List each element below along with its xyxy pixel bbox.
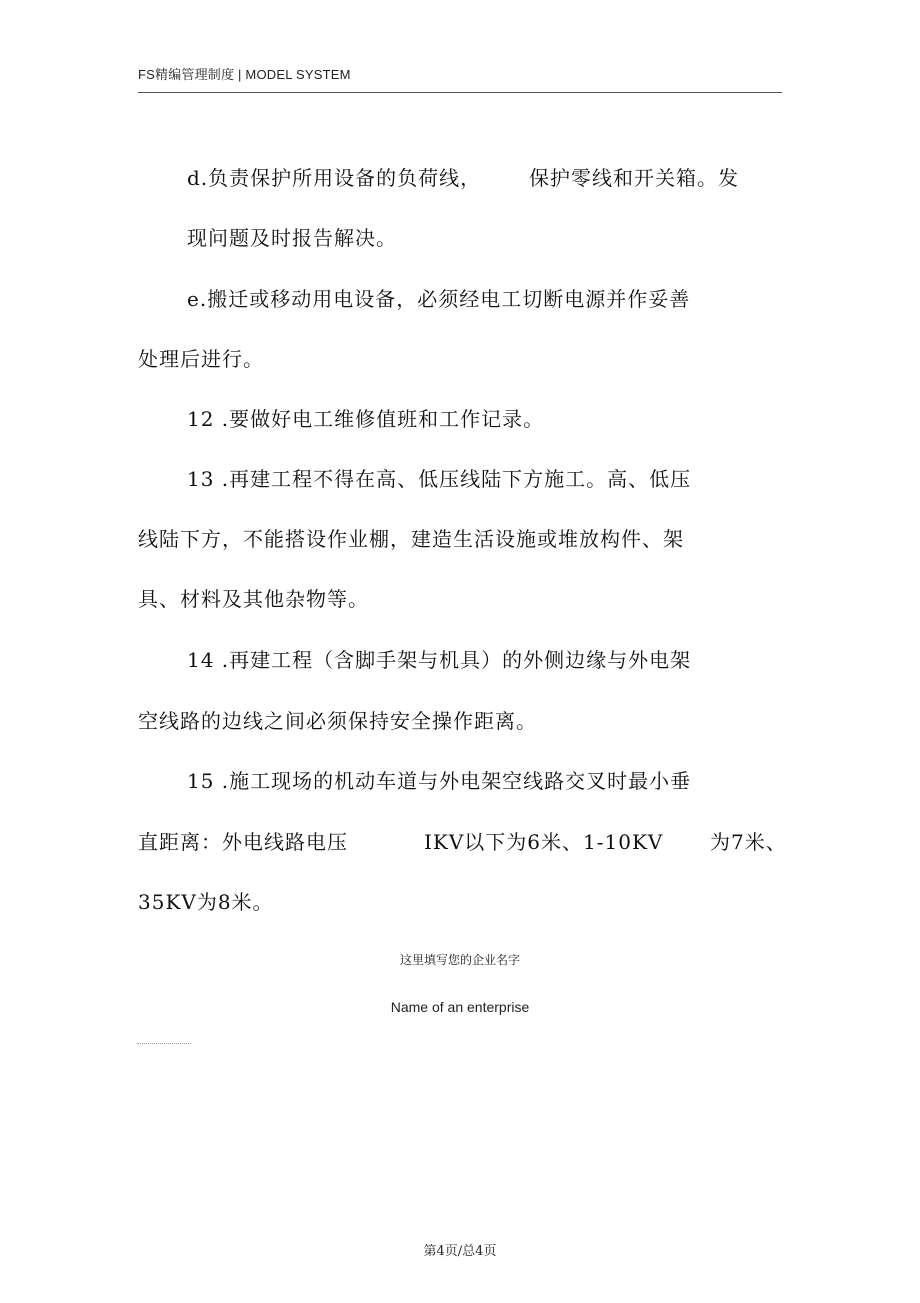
paragraph-12: 12 .要做好电工维修值班和工作记录。 — [187, 407, 545, 431]
paragraph-d-line-2: 现问题及时报告解决。 — [187, 226, 397, 250]
paragraph-15-line-1: 15 .施工现场的机动车道与外电架空线路交叉时最小垂 — [187, 769, 692, 793]
company-name-en: Name of an enterprise — [390, 999, 530, 1015]
paragraph-13-line-1: 13 .再建工程不得在高、低压线陆下方施工。高、低压 — [187, 467, 692, 491]
paragraph-15-line-2-part-c: 为7米、 — [710, 830, 787, 854]
company-name-cn: 这里填写您的企业名字 — [399, 953, 520, 967]
paragraph-13-line-3: 具、材料及其他杂物等。 — [138, 587, 369, 611]
paragraph-d-line-1-part-b: 保护零线和开关箱。发 — [529, 166, 739, 190]
paragraph-15-line-2-part-a: 直距离：外电线路电压 — [138, 830, 348, 854]
decorative-rule — [137, 1043, 191, 1044]
paragraph-15-line-2-part-b: IKV以下为6米、1-10KV — [424, 830, 664, 854]
document-header: FS精编管理制度 | MODEL SYSTEM — [138, 67, 351, 82]
paragraph-15-line-3: 35KV为8米。 — [138, 890, 274, 914]
header-divider — [138, 92, 782, 93]
paragraph-13-line-2: 线陆下方，不能搭设作业棚，建造生活设施或堆放构件、架 — [138, 527, 684, 551]
paragraph-d-line-1-part-a: d.负责保护所用设备的负荷线， — [187, 166, 482, 190]
paragraph-e-line-2: 处理后进行。 — [138, 347, 264, 371]
page-number: 第4页/总4页 — [423, 1244, 497, 1259]
paragraph-14-line-2: 空线路的边线之间必须保持安全操作距离。 — [138, 709, 537, 733]
paragraph-e-line-1: e.搬迁或移动用电设备，必须经电工切断电源并作妥善 — [187, 287, 691, 311]
paragraph-14-line-1: 14 .再建工程（含脚手架与机具）的外侧边缘与外电架 — [187, 648, 692, 672]
